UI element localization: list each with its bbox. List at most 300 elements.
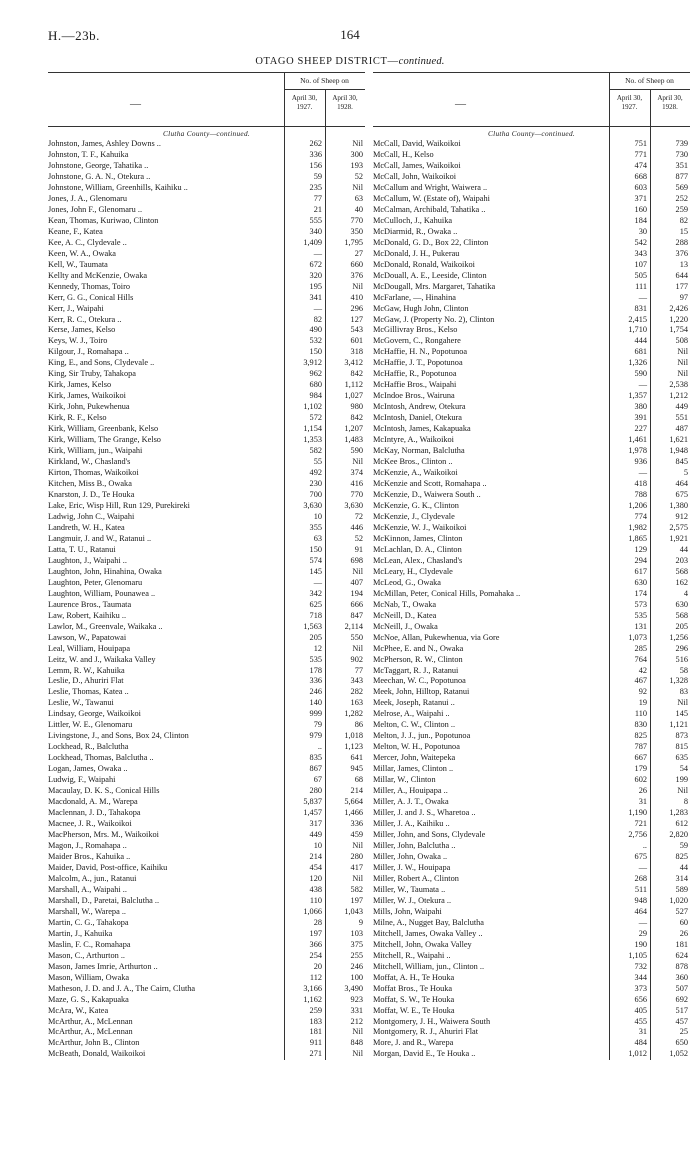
- table-row: [48, 929, 365, 940]
- table-row: [373, 753, 690, 764]
- sheep-1927: 1,162: [303, 994, 322, 1004]
- sheep-1927: 1,105: [628, 950, 647, 960]
- table-row: [373, 183, 690, 194]
- owner-name: Martin, J., Kahuika: [48, 928, 113, 938]
- owner-name: Miller, John, Balclutha ..: [373, 841, 456, 850]
- sheep-1927: 1,073: [628, 632, 647, 642]
- table-row: [48, 556, 365, 567]
- table-row: [48, 589, 365, 600]
- table-row: [48, 600, 365, 611]
- sheep-1928: 410: [350, 292, 363, 302]
- sheep-1928: 374: [350, 468, 363, 478]
- sheep-1928: 26: [679, 928, 688, 938]
- sheep-1927: 340: [309, 226, 322, 236]
- sheep-1928: 675: [675, 490, 688, 499]
- table-row: [373, 139, 690, 150]
- sheep-1928: 692: [675, 994, 688, 1004]
- table-row: [48, 775, 365, 786]
- table-row: [48, 325, 365, 336]
- sheep-1927: 271: [309, 1049, 322, 1059]
- table-row: [373, 929, 690, 940]
- table-row: [373, 271, 690, 282]
- sheep-1928: 205: [675, 621, 688, 631]
- sheep-1927: 625: [309, 599, 322, 609]
- sheep-1928: 60: [679, 917, 688, 927]
- owner-name: McHaffie Bros., Waipahi: [373, 380, 457, 390]
- sheep-1927: 268: [634, 873, 647, 883]
- sheep-1927: 342: [309, 588, 322, 598]
- sheep-1927: 438: [309, 884, 322, 894]
- sheep-1927: 131: [634, 621, 647, 631]
- sheep-1927: 1,461: [628, 435, 647, 445]
- sheep-1928: Nil: [352, 841, 363, 850]
- owner-name: McCalman, Archibald, Tahatika ..: [373, 204, 486, 214]
- sheep-1928: 91: [354, 544, 363, 554]
- sheep-1927: 1,066: [303, 906, 322, 916]
- sheep-1927: 573: [634, 599, 647, 609]
- owner-name: Kirk, William, jun., Waipahi: [48, 446, 143, 456]
- owner-name: McTaggart, R. J., Ratanui: [373, 665, 459, 675]
- sheep-1928: 630: [675, 599, 688, 609]
- owner-name: Morgan, David E., Te Houka ..: [373, 1049, 476, 1059]
- table-row: [373, 808, 690, 819]
- table-row: [48, 282, 365, 293]
- table-row: [373, 863, 690, 874]
- sheep-1928: 416: [350, 479, 363, 489]
- sheep-1928: 582: [350, 884, 363, 894]
- sheep-1927: 341: [309, 292, 322, 302]
- sheep-1928: 15: [679, 226, 688, 236]
- owner-name: Melton, J. J., jun., Popotunoa: [373, 731, 471, 741]
- table-row: [373, 995, 690, 1006]
- sheep-1927: 751: [634, 139, 647, 148]
- table-row: [373, 1006, 690, 1017]
- table-row: [373, 501, 690, 512]
- table-row: [48, 391, 365, 402]
- sheep-1928: 83: [679, 687, 688, 697]
- owner-name: Johnston, James, Ashley Downs ..: [48, 139, 161, 148]
- sheep-1927: 1,710: [628, 325, 647, 335]
- owner-name: McIntyre, A., Waikoikoi: [373, 435, 454, 445]
- owner-name: Miller, J. A., Kaihiku ..: [373, 819, 450, 829]
- sheep-1928: 2,426: [669, 303, 688, 313]
- sheep-1928: 601: [350, 336, 363, 346]
- sheep-1928: 194: [350, 588, 363, 598]
- name-column-header: —: [455, 98, 466, 110]
- sheep-1928: 550: [350, 632, 363, 642]
- sheep-1927: 788: [634, 490, 647, 499]
- sheep-1928: 246: [350, 961, 363, 971]
- table-row: [373, 698, 690, 709]
- table-row: [373, 676, 690, 687]
- sheep-1927: 67: [313, 775, 322, 785]
- table-row: [373, 227, 690, 238]
- table-row: [48, 896, 365, 907]
- owner-name: King, Sir Truby, Tahakopa: [48, 369, 136, 379]
- owner-name: Meechan, W. C., Popotunoa: [373, 676, 466, 686]
- sheep-1927: 1,206: [628, 500, 647, 510]
- table-row: [48, 830, 365, 841]
- owner-name: Logan, James, Owaka ..: [48, 764, 128, 774]
- sheep-1927: 320: [309, 270, 322, 280]
- sheep-1927: 285: [634, 643, 647, 653]
- owner-name: McKenzie, A., Waikoikoi: [373, 468, 458, 478]
- sheep-1928: 1,027: [344, 391, 363, 401]
- sheep-1928: 193: [350, 160, 363, 170]
- sheep-1927: 1,978: [628, 446, 647, 456]
- owner-name: Leslie, D., Ahuriri Flat: [48, 676, 124, 686]
- sheep-1928: 259: [675, 204, 688, 214]
- owner-name: Miller, W. J., Otekura ..: [373, 895, 452, 905]
- sheep-1928: 698: [350, 555, 363, 565]
- sheep-1927: 20: [313, 961, 322, 971]
- table-row: [48, 786, 365, 797]
- sheep-1927: 962: [309, 369, 322, 379]
- owner-name: Lawson, W., Papatowai: [48, 632, 127, 642]
- sheep-1928: 214: [350, 786, 363, 796]
- sheep-1927: 30: [638, 226, 647, 236]
- table-row: [373, 402, 690, 413]
- table-row: [373, 764, 690, 775]
- table-row: [373, 775, 690, 786]
- owner-name: Kee, A. C., Clydevale ..: [48, 237, 127, 247]
- table-row: [373, 830, 690, 841]
- table-row: [373, 172, 690, 183]
- owner-name: McDougall, Mrs. Margaret, Tahatika: [373, 281, 496, 291]
- table-row: [373, 205, 690, 216]
- sheep-1927: 366: [309, 939, 322, 949]
- owner-name: Mitchell, R., Waipahi ..: [373, 950, 451, 960]
- table-row: [48, 951, 365, 962]
- sheep-1927: 111: [635, 281, 647, 291]
- sheep-1927: 771: [634, 149, 647, 159]
- sheep-1928: 100: [350, 972, 363, 982]
- sheep-1927: 3,912: [303, 358, 322, 368]
- owner-name: McIntosh, James, Kakapuaka: [373, 424, 471, 434]
- sheep-1928: 1,621: [669, 435, 688, 445]
- sheep-1928: 770: [350, 215, 363, 225]
- table-row: [48, 380, 365, 391]
- sheep-1927: 572: [309, 413, 322, 423]
- sheep-1928: 635: [675, 753, 688, 763]
- sheep-1928: 1,220: [669, 314, 688, 324]
- sheep-1928: 459: [350, 830, 363, 840]
- table-row: [48, 753, 365, 764]
- owner-name: Mills, John, Waipahi: [373, 906, 442, 916]
- owner-name: Kirk, John, Pukewhenua: [48, 402, 130, 412]
- table-row: [373, 479, 690, 490]
- owner-name: McArthur, A., McLennan: [48, 1027, 133, 1037]
- sheep-1927: 79: [313, 720, 322, 730]
- table-row: [373, 786, 690, 797]
- table-row: [48, 413, 365, 424]
- sheep-1927: 825: [634, 731, 647, 741]
- table-row: [48, 995, 365, 1006]
- table-row: [48, 644, 365, 655]
- sheep-1928: 27: [354, 248, 363, 258]
- sheep-1927: 492: [309, 468, 322, 478]
- table-row: [48, 852, 365, 863]
- owner-name: Matheson, J. D. and J. A., The Cairn, Clutha: [48, 983, 196, 993]
- owner-name: Knarston, J. D., Te Houka: [48, 490, 135, 499]
- sheep-1928: 449: [675, 402, 688, 412]
- owner-name: Magon, J., Romahapa ..: [48, 841, 127, 850]
- owner-name: Laughton, J., Waipahi ..: [48, 555, 127, 565]
- owner-name: Landreth, W. H., Katea: [48, 522, 125, 532]
- sheep-1927: 1,563: [303, 621, 322, 631]
- table-row: [48, 1027, 365, 1038]
- table-row: [373, 841, 690, 852]
- sheep-1927: 31: [638, 797, 647, 807]
- table-row: [373, 622, 690, 633]
- table-row: [48, 567, 365, 578]
- owner-name: Miller, A., Houipapa ..: [373, 786, 448, 796]
- owner-name: Langmuir, J. and W., Ratanui ..: [48, 533, 152, 543]
- owner-name: Montgomery, R. J., Ahuriri Flat: [373, 1027, 479, 1037]
- owner-name: McCall, H., Kelso: [373, 149, 434, 159]
- sheep-1927: 1,982: [628, 522, 647, 532]
- owner-name: Kirk, James, Kelso: [48, 380, 112, 390]
- table-row: [373, 380, 690, 391]
- sheep-1928: 376: [350, 270, 363, 280]
- sheep-1928: 568: [675, 566, 688, 576]
- sheep-1927: 227: [634, 424, 647, 434]
- sheep-1928: 59: [679, 841, 688, 850]
- owner-name: Jones, J. A., Glenomaru: [48, 193, 128, 203]
- sheep-1927: 764: [634, 654, 647, 664]
- owner-name: McHaffie, J. T., Popotunoa: [373, 358, 463, 368]
- sheep-1927: 19: [638, 698, 647, 708]
- sheep-1927: 667: [634, 753, 647, 763]
- sheep-1927: 336: [309, 149, 322, 159]
- sheep-1927: ..: [317, 742, 322, 752]
- sheep-1928: 902: [350, 654, 363, 664]
- sheep-1927: 464: [634, 906, 647, 916]
- owner-name: Keane, F., Katea: [48, 226, 103, 236]
- left-rows: [48, 127, 365, 1060]
- owner-name: McKenzie, G. K., Clinton: [373, 500, 459, 510]
- owner-name: McAra, W., Katea: [48, 1005, 109, 1015]
- sheep-1927: 150: [309, 347, 322, 357]
- sheep-1927: 590: [634, 369, 647, 379]
- table-row: [373, 369, 690, 380]
- table-row: [373, 918, 690, 929]
- sheep-1928: 350: [350, 226, 363, 236]
- sheep-1927: 535: [309, 654, 322, 664]
- sheep-1928: 375: [350, 939, 363, 949]
- sheep-1927: 294: [634, 555, 647, 565]
- sheep-1927: 343: [634, 248, 647, 258]
- table-row: [48, 611, 365, 622]
- table-row: [48, 1038, 365, 1049]
- sheep-1927: 1,357: [628, 391, 647, 401]
- owner-name: McKay, Norman, Balclutha: [373, 446, 465, 456]
- table-row: [373, 1049, 690, 1060]
- sheep-1928: 63: [354, 193, 363, 203]
- table-row: [48, 293, 365, 304]
- owner-name: McGaw, J. (Property No. 2), Clinton: [373, 314, 495, 324]
- sheep-1928: 730: [675, 149, 688, 159]
- sheep-1927: 110: [309, 895, 322, 905]
- owner-name: Lake, Eric, Wisp Hill, Run 129, Purekireki: [48, 500, 190, 510]
- owner-name: More, J. and R., Warepa: [373, 1038, 454, 1048]
- table-row: [373, 666, 690, 677]
- table-row: [48, 698, 365, 709]
- table-row: [373, 819, 690, 830]
- owner-name: Latta, T. U., Ratanui: [48, 544, 116, 554]
- owner-name: McDouall, A. E., Leeside, Clinton: [373, 270, 487, 280]
- sheep-1927: 55: [313, 457, 322, 467]
- owner-name: Lockhead, R., Balclutha: [48, 742, 129, 752]
- sheep-1928: 2,575: [669, 522, 688, 532]
- sheep-1927: 373: [634, 983, 647, 993]
- sheep-1927: 936: [634, 457, 647, 467]
- table-row: [48, 183, 365, 194]
- owner-name: Milne, A., Nugget Bay, Balclutha: [373, 917, 484, 927]
- table-row: [373, 567, 690, 578]
- sheep-1928: 86: [354, 720, 363, 730]
- owner-name: Kerr, R. C., Otekura ..: [48, 314, 122, 324]
- sheep-1927: 1,457: [303, 808, 322, 818]
- owner-name: McNeill, J., Owaka: [373, 621, 438, 631]
- sheep-1927: 835: [309, 753, 322, 763]
- sheep-1927: 532: [309, 336, 322, 346]
- sheep-1927: 979: [309, 731, 322, 741]
- owner-name: Kirk, William, Greenbank, Kelso: [48, 424, 159, 434]
- table-row: [373, 260, 690, 271]
- sheep-1927: 254: [309, 950, 322, 960]
- sheep-1928: Nil: [352, 182, 363, 192]
- table-row: [48, 731, 365, 742]
- table-row: [48, 1017, 365, 1028]
- sheep-1928: 3,630: [344, 500, 363, 510]
- table-row: [48, 172, 365, 183]
- sheep-1928: Nil: [677, 369, 688, 379]
- table-row: [48, 150, 365, 161]
- owner-name: Johnstone, G. A. N., Otekura ..: [48, 171, 151, 181]
- sheep-1927: 59: [313, 171, 322, 181]
- sheep-1928: 1,020: [669, 895, 688, 905]
- table-row: [48, 907, 365, 918]
- owner-name: McDonald, Ronald, Waikoikoi: [373, 259, 475, 269]
- owner-name: McLeod, G., Owaka: [373, 577, 441, 587]
- section-heading: Clutha County—continued.: [487, 129, 576, 138]
- sheep-1927: 181: [309, 1027, 322, 1037]
- page-title: [0, 56, 700, 67]
- owner-name: Johnston, T. F., Kahuika: [48, 149, 129, 159]
- table-row: [48, 918, 365, 929]
- sheep-1927: 418: [634, 479, 647, 489]
- table-row: [48, 347, 365, 358]
- table-row: [48, 205, 365, 216]
- sheep-1928: 2,114: [344, 621, 363, 631]
- sheep-1928: 44: [679, 544, 688, 554]
- sheep-1928: 212: [350, 1016, 363, 1026]
- sheep-1927: 405: [634, 1005, 647, 1015]
- table-row: [373, 578, 690, 589]
- sheep-1928: 980: [350, 402, 363, 412]
- sheep-1927: 129: [634, 544, 647, 554]
- sheep-1928: 1,207: [344, 424, 363, 434]
- table-row: [373, 885, 690, 896]
- table-row: [48, 940, 365, 951]
- table-row: [373, 797, 690, 808]
- sheep-1928: 1,483: [344, 435, 363, 445]
- sheep-1927: —: [638, 468, 647, 478]
- owner-name: Keen, W. A., Owaka: [48, 248, 116, 258]
- year-1927-header: April 30, 1927.: [616, 94, 643, 111]
- owner-name: Kerr, J., Waipahi: [48, 303, 104, 313]
- sheep-1927: 1,102: [303, 402, 322, 412]
- table-row: [48, 424, 365, 435]
- sheep-1927: 110: [634, 709, 647, 719]
- owner-name: Lockhead, Thomas, Balclutha ..: [48, 753, 154, 763]
- sheep-1928: 1,380: [669, 500, 688, 510]
- right-column-header: [373, 72, 690, 127]
- owner-name: Marshall, A., Waipahi ..: [48, 884, 127, 894]
- sheep-1928: Nil: [352, 643, 363, 653]
- sheep-1927: 5,837: [303, 797, 322, 807]
- sheep-1927: 145: [309, 566, 322, 576]
- sheep-1928: 612: [675, 819, 688, 829]
- sheep-1928: 52: [354, 533, 363, 543]
- owner-name: MacPherson, Mrs. M., Waikoikoi: [48, 830, 159, 840]
- owner-name: McDonald, G. D., Box 22, Clinton: [373, 237, 489, 247]
- sheep-1928: 162: [675, 577, 688, 587]
- sheep-1928: 252: [675, 193, 688, 203]
- table-row: [373, 347, 690, 358]
- table-row: [373, 468, 690, 479]
- sheep-1927: 511: [634, 884, 647, 894]
- owner-name: Moffat, W. E., Te Houka: [373, 1005, 455, 1015]
- owner-name: Laughton, John, Hinahina, Owaka: [48, 566, 162, 576]
- sheep-1928: 3,490: [344, 983, 363, 993]
- table-row: [48, 227, 365, 238]
- table-row: [48, 962, 365, 973]
- table-row: [48, 358, 365, 369]
- sheep-1927: 630: [634, 577, 647, 587]
- sheep-1928: 508: [675, 336, 688, 346]
- sheep-1927: 1,012: [628, 1049, 647, 1059]
- sheep-1928: 103: [350, 928, 363, 938]
- table-row: [373, 249, 690, 260]
- sheep-1927: 336: [309, 676, 322, 686]
- sheep-1927: 675: [634, 851, 647, 861]
- sheep-1927: 246: [309, 687, 322, 697]
- owner-name: Kirk, James, Waikoikoi: [48, 391, 126, 401]
- sheep-1927: 214: [309, 851, 322, 861]
- sheep-1928: 336: [350, 819, 363, 829]
- table-row: [373, 962, 690, 973]
- sheep-1928: 163: [350, 698, 363, 708]
- owner-name: Leslie, Thomas, Katea ..: [48, 687, 129, 697]
- owner-name: McArthur, John B., Clinton: [48, 1038, 140, 1048]
- sheep-1928: 842: [350, 413, 363, 423]
- table-row: [373, 336, 690, 347]
- owner-name: Miller, John, Owaka ..: [373, 851, 448, 861]
- owner-name: Maze, G. S., Kakapuaka: [48, 994, 129, 1004]
- sheep-1928: Nil: [352, 139, 363, 148]
- sheep-1927: 82: [313, 314, 322, 324]
- owner-name: Kean, Thomas, Kuriwao, Clinton: [48, 215, 159, 225]
- table-row: [373, 391, 690, 402]
- sheep-1928: 739: [675, 139, 688, 148]
- owner-name: McIndoe Bros., Wairuna: [373, 391, 455, 401]
- sheep-1928: 2,820: [669, 830, 688, 840]
- sheep-1927: 668: [634, 171, 647, 181]
- sheep-1927: 150: [309, 544, 322, 554]
- sheep-1928: Nil: [352, 566, 363, 576]
